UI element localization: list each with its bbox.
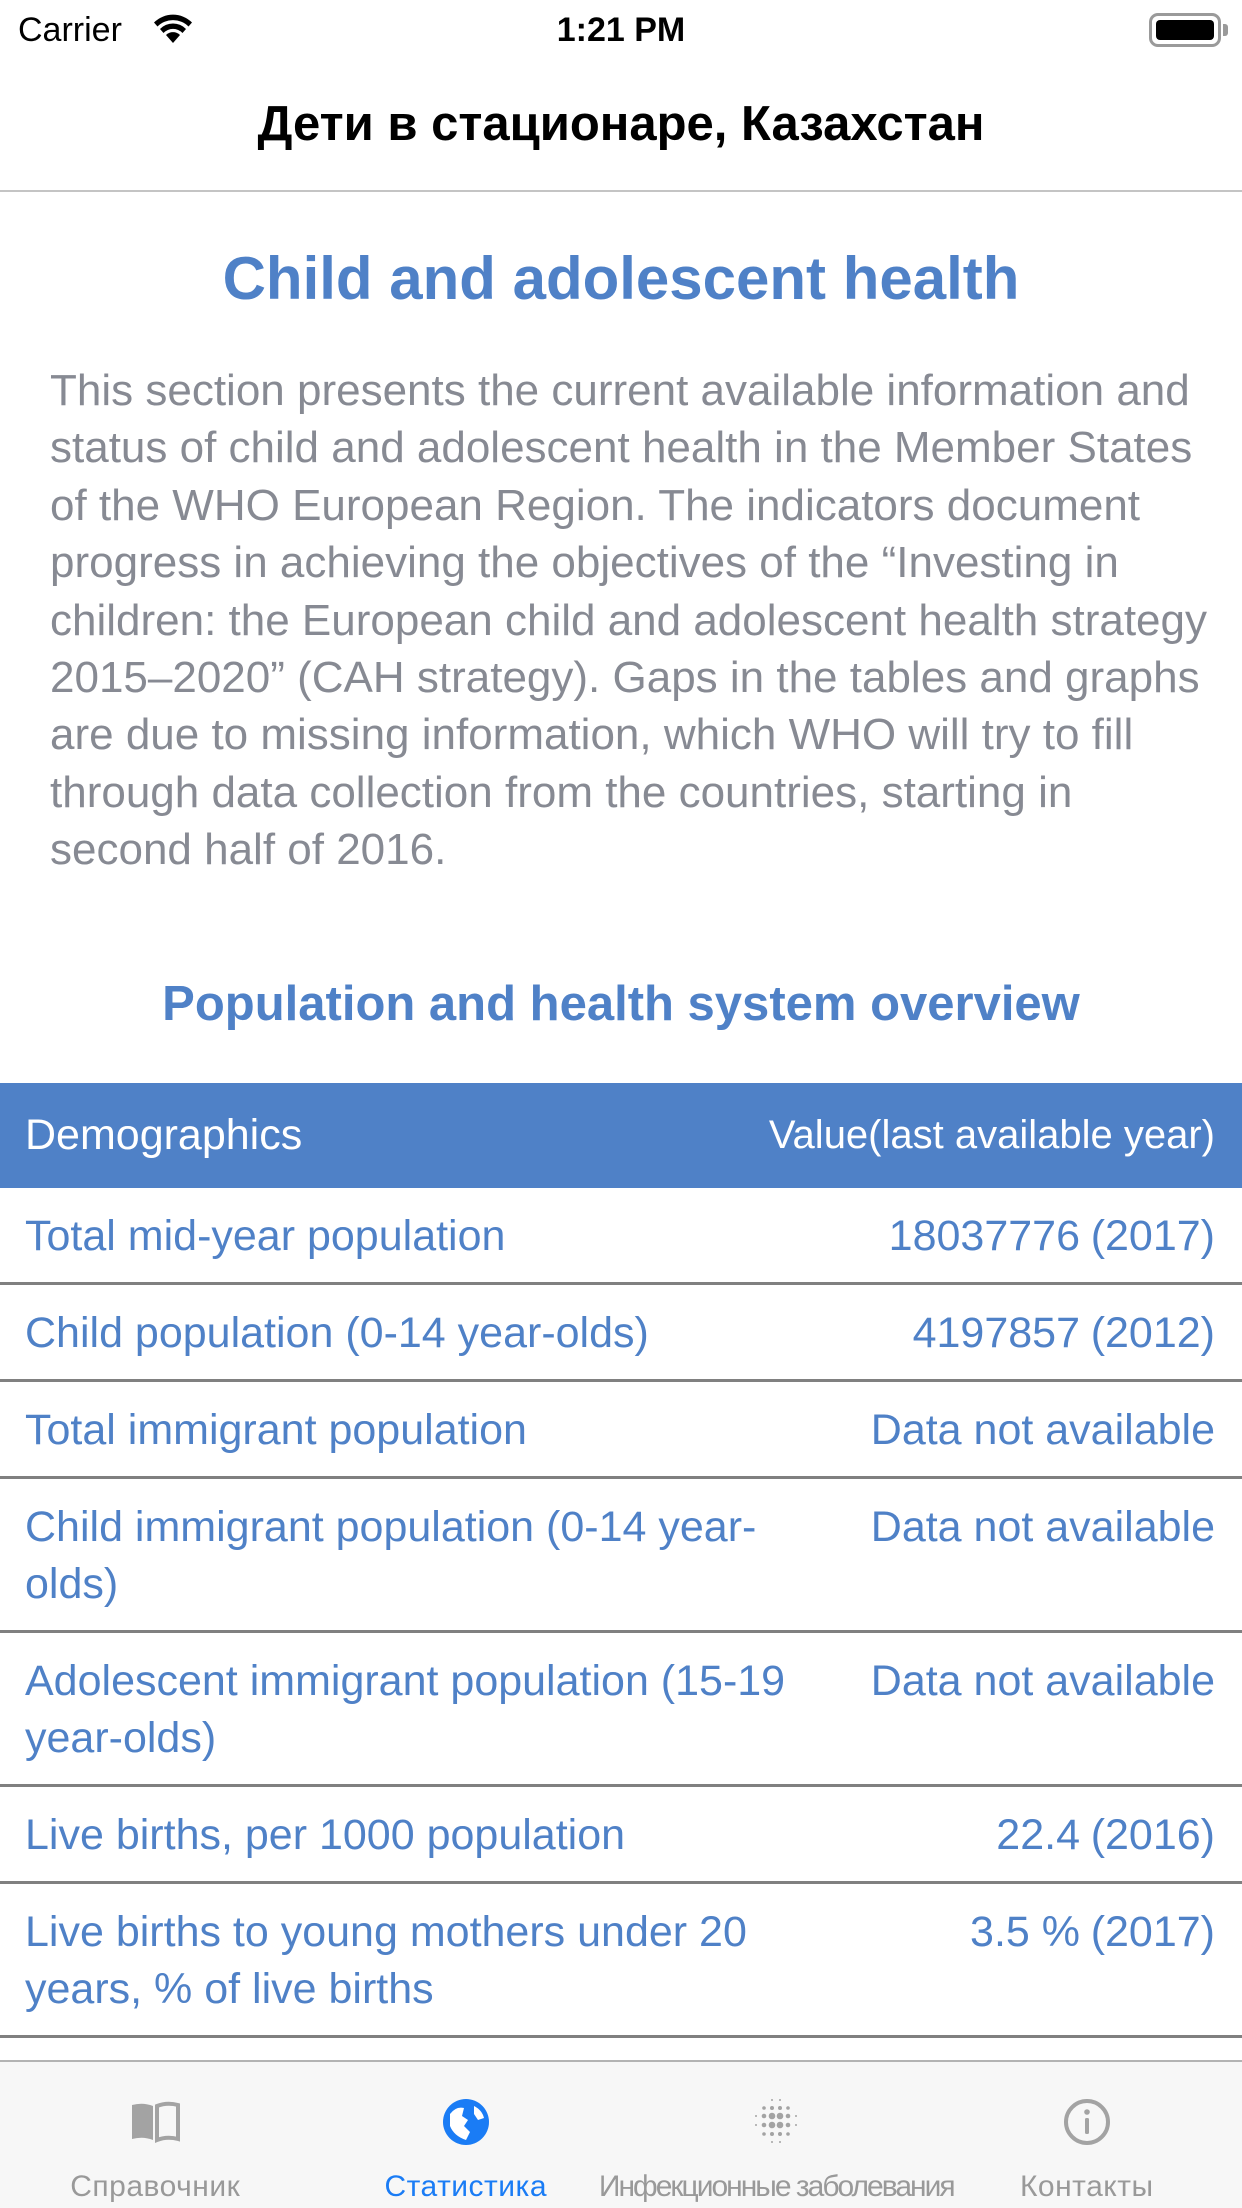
row-year: (2017) bbox=[1090, 1908, 1215, 1956]
table-row bbox=[0, 1479, 1242, 1633]
tab-contacts[interactable] bbox=[932, 2062, 1242, 2208]
row-value: Data not available bbox=[870, 1406, 1215, 1454]
info-icon bbox=[1061, 2096, 1113, 2148]
globe-icon bbox=[440, 2096, 492, 2148]
row-value: 18037776 bbox=[888, 1212, 1080, 1260]
tab-label: Справочник bbox=[70, 2170, 241, 2203]
row-value: Data not available bbox=[870, 1503, 1215, 1551]
tab-bar bbox=[0, 2060, 1242, 2208]
row-value: Data not available bbox=[870, 1657, 1215, 1705]
row-value: 4197857 bbox=[912, 1309, 1080, 1357]
tab-infectious-diseases[interactable] bbox=[598, 2062, 954, 2208]
table-row bbox=[0, 1884, 1242, 2038]
tab-label: Инфекционные заболевания bbox=[598, 2170, 954, 2203]
section-title: Population and health system overview bbox=[162, 977, 1080, 1031]
intro-paragraph: This section presents the current available information and status of child and adolescent health in the Member States of the WHO European Region. The indicators document progress in achieving the objectives of the “Investing in children: the European child and adolescent health strategy 2015–2020” (CAH strategy). Gaps in the tables and graphs are due to missing information, which WHO will try to fill through data collection from the countries, starting in second half of 2016. bbox=[50, 366, 1207, 875]
demographics-table bbox=[0, 1083, 1242, 2038]
navigation-bar bbox=[0, 60, 1242, 192]
clock: 1:21 PM bbox=[556, 11, 686, 49]
row-year: (2016) bbox=[1090, 1811, 1215, 1859]
row-value: 3.5 % bbox=[970, 1908, 1080, 1956]
row-label: Live births, per 1000 population bbox=[25, 1811, 626, 1859]
table-row bbox=[0, 1285, 1242, 1382]
page-title: Child and adolescent health bbox=[222, 245, 1020, 312]
row-label: Total mid-year population bbox=[25, 1212, 506, 1260]
table-row bbox=[0, 1633, 1242, 1787]
row-label: Total immigrant population bbox=[25, 1406, 527, 1454]
book-icon bbox=[129, 2096, 181, 2148]
carrier-label: Carrier bbox=[18, 11, 122, 49]
row-value: 22.4 bbox=[996, 1811, 1080, 1859]
row-year: (2017) bbox=[1090, 1212, 1215, 1260]
nav-title: Дети в стационаре, Казахстан bbox=[257, 97, 985, 151]
table-row bbox=[0, 1188, 1242, 1285]
content-scroll-view[interactable] bbox=[0, 194, 1242, 2060]
table-header bbox=[0, 1083, 1242, 1188]
row-label: Child immigrant population (0-14 year-olds) bbox=[25, 1503, 757, 1608]
status-bar bbox=[0, 0, 1242, 60]
tab-label: Статистика bbox=[384, 2170, 548, 2203]
tab-label: Контакты bbox=[1019, 2170, 1154, 2203]
row-year: (2012) bbox=[1090, 1309, 1215, 1357]
tab-reference[interactable] bbox=[0, 2062, 311, 2208]
table-row bbox=[0, 1382, 1242, 1479]
header-demographics: Demographics bbox=[25, 1111, 303, 1159]
battery-icon bbox=[1149, 13, 1221, 47]
row-label: Child population (0-14 year-olds) bbox=[25, 1309, 649, 1357]
header-value: Value(last available year) bbox=[768, 1113, 1215, 1157]
tab-statistics[interactable] bbox=[311, 2062, 622, 2208]
table-row bbox=[0, 1787, 1242, 1884]
row-label: Adolescent immigrant population (15-19 year-olds) bbox=[25, 1657, 786, 1762]
row-label: Live births to young mothers under 20 years, % of live births bbox=[25, 1908, 747, 2013]
dots-pattern-icon bbox=[750, 2096, 802, 2148]
battery-cap bbox=[1223, 24, 1228, 36]
